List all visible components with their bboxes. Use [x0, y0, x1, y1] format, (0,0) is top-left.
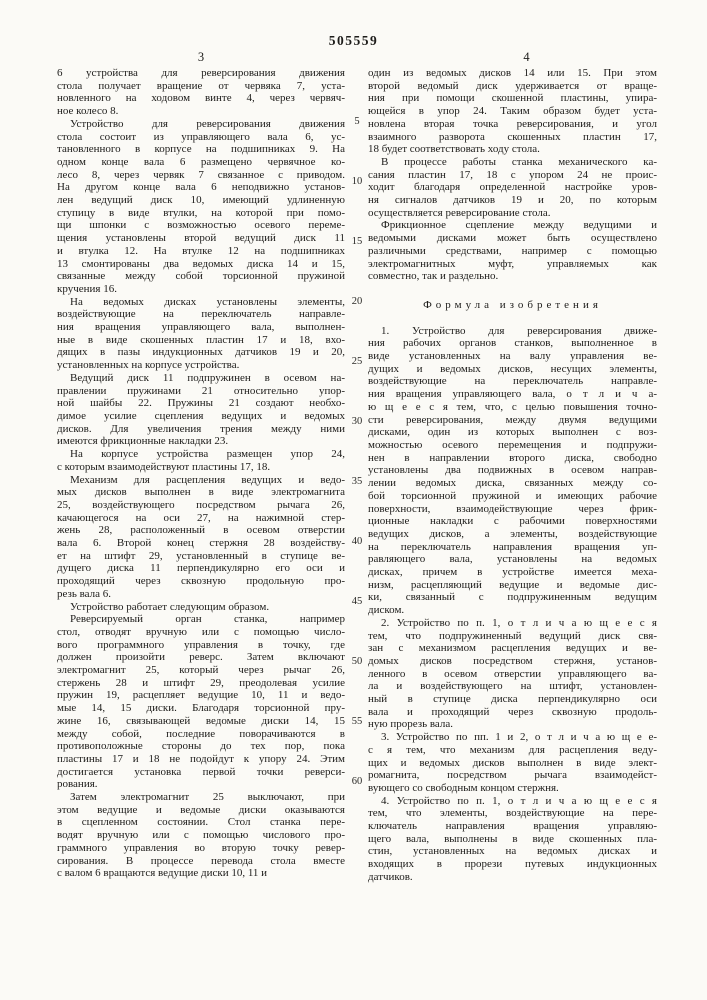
text-line: виде установленных на валу управления ве- — [368, 350, 657, 363]
text-line: стол, отводят вручную или с помощью число- — [57, 625, 345, 638]
text-line: жине 16, связывающей ведомые диски 14, 15 — [57, 714, 345, 727]
text-line: тем, что подпружиненный ведущий диск свя- — [368, 629, 657, 642]
text-line: равляющего вала, установлены на ведомых — [368, 553, 657, 566]
text-line: Затем электромагнит 25 выключают, при — [70, 791, 345, 804]
text-line: бой торсионной пружиной и имеющих рабочие — [368, 489, 657, 502]
text-line: поверхности, взаимодействующие через фрик- — [368, 502, 657, 515]
text-line: ной шайбы 22. Пружины 21 создают необхо- — [57, 397, 345, 410]
text-line: сти реверсирования, между двумя ведущими — [368, 413, 657, 426]
text-line: дисках, причем в устройстве имеется меха- — [368, 566, 657, 579]
text-line: ный в ступице диска перпендикулярно оси — [368, 693, 657, 706]
text-line: ленного в осевом отверстии управляющего ва- — [368, 667, 657, 680]
text-line: ки, связанный с подпружиненным ведущим — [368, 591, 657, 604]
paragraph — [57, 118, 345, 296]
text-line: 6 устройства для реверсирования движения — [57, 67, 345, 79]
text-line: должен произойти реверс. Затем включают — [57, 651, 345, 664]
text-line: осуществляется реверсирование стола. — [368, 206, 551, 219]
paragraph — [57, 601, 345, 614]
paragraph — [368, 617, 657, 731]
paragraph — [368, 325, 657, 617]
text-line: На ведомых дисках установлены элементы, — [70, 295, 345, 308]
text-line: установлены два подвижных в осевом направ- — [368, 464, 657, 477]
text-line: На корпусе устройства размещен упор 24, — [70, 448, 345, 461]
gutter-line-number: 10 — [351, 176, 363, 187]
text-line: нен в направлении второго диска, свободно — [368, 451, 657, 464]
text-line: вала и проходящий через сквозную продоль- — [368, 705, 657, 718]
page-number-left: 3 — [197, 50, 205, 64]
paragraph — [368, 67, 657, 156]
text-line: проходящий через сквозную продольную про- — [57, 575, 345, 588]
text-line: с которым взаимодействуют пластины 17, 18. — [57, 460, 271, 473]
text-line: установленных на корпусе устройства. — [57, 359, 240, 372]
text-line: сирования. В процессе перевода стола вместе — [57, 854, 345, 867]
gutter-line-number: 40 — [351, 536, 363, 547]
text-line: новлена вторая точка реверсирования, и угол — [368, 117, 657, 130]
text-line: ходит благодаря определенной настройке уров- — [368, 181, 657, 194]
text-line: диском. — [368, 604, 405, 617]
text-line: лен ведущий диск 10, имеющий удлиненную — [57, 194, 345, 207]
text-line: стин, установленных на ведомых дисках и — [368, 845, 657, 858]
left-text-column — [57, 67, 345, 880]
paragraph — [57, 67, 345, 118]
text-line: щения установлены второй ведущий диск 11 — [57, 232, 345, 245]
text-line: правлении пружинами 21 относительно упор- — [57, 384, 345, 397]
text-line: домых дисков посредством стержня, установ- — [368, 654, 657, 667]
text-line: Устройство работает следующим образом. — [70, 600, 270, 613]
gutter-line-number: 20 — [351, 296, 363, 307]
page-number-right: 4 — [523, 50, 530, 64]
text-line: совместно, так и раздельно. — [368, 270, 499, 283]
text-line: ния вращения управляющего вала, выполнен- — [57, 321, 345, 334]
text-line: ведомыми дисками может быть осуществлено — [368, 232, 657, 245]
text-line: в сцепленном состоянии. Стол станка пере- — [57, 816, 345, 829]
text-line: ные в виде скошенных пластин 17 и 18, вхо- — [57, 333, 345, 346]
text-line: ющейся в упор 24. Таким образом будет уста- — [368, 105, 657, 118]
text-line: противоположные стороны до тех пор, пока — [57, 740, 345, 753]
gutter-line-number: 45 — [351, 596, 363, 607]
text-line: ния рабочих органов станков, выполненное в — [368, 337, 657, 350]
text-line: 13 смонтированы два ведомых диска 14 и 15, — [57, 257, 345, 270]
text-line: тановленного в корпусе на подшипниках 9. На — [57, 143, 345, 156]
text-line: стола состоит из управляющего вала 6, ус- — [57, 130, 345, 143]
text-line: с валом 6 вращаются ведущие диски 10, 11 и — [57, 867, 268, 880]
text-line: между собой, последние поворачиваются в — [57, 727, 345, 740]
text-line: ключатель направления вращения управляю- — [368, 820, 657, 833]
text-line: Реверсируемый орган станка, например — [70, 613, 345, 626]
text-line: 3. Устройство по пп. 1 и 2, о т л и ч а ю щ е е- — [381, 731, 657, 744]
text-line: ступицу в виде втулки, на которой при помо- — [57, 206, 345, 219]
right-text-column — [368, 67, 657, 884]
paragraph — [57, 448, 345, 473]
text-line: воздействующие на переключатель направле- — [57, 308, 345, 321]
text-line: водят вручную или с помощью числового про- — [57, 829, 345, 842]
text-line: низм, расцепляющий ведущие и ведомые дис- — [368, 578, 657, 591]
patent-number: 505559 — [328, 33, 379, 48]
text-line: граммного управления во вторую точку ревер- — [57, 841, 345, 854]
text-line: с я тем, что механизм для расцепления веду- — [368, 743, 657, 756]
text-line: вого программного управления в точку, где — [57, 638, 345, 651]
text-line: 25, воздействующего посредством рычага 26, — [57, 498, 345, 511]
text-line: мых дисков выполнен в виде электромагнита — [57, 486, 345, 499]
text-line: дисков. Для увеличения трения между ними — [57, 422, 345, 435]
paragraph — [57, 296, 345, 372]
text-line: одном конце вала 6 размещено червячное ко- — [57, 155, 345, 168]
text-line: дущих и ведомых дисков, несущих элементы, — [368, 362, 657, 375]
text-line: ния вращения управляющего вала, о т л и ч а- — [368, 388, 657, 401]
text-line: имеются фрикционные накладки 23. — [57, 435, 229, 448]
text-line: входящих в прорези путевых индукционных — [368, 858, 657, 871]
paragraph — [368, 219, 657, 283]
gutter-line-number: 15 — [351, 236, 363, 247]
gutter-line-number: 55 — [351, 716, 363, 727]
paragraph — [368, 795, 657, 884]
paragraph — [368, 156, 657, 220]
text-line: В процессе работы станка механического ка- — [381, 155, 657, 168]
text-line: этом ведущие и ведомые диски оказываются — [57, 803, 345, 816]
text-line: кручения 16. — [57, 282, 117, 295]
gutter-line-number: 60 — [351, 776, 363, 787]
text-line: достигается установка первой точки реверси- — [57, 765, 345, 778]
gutter-line-number: 5 — [354, 116, 360, 127]
text-line: димое усилие сцепления ведущих и ведомых — [57, 409, 345, 422]
text-line: новленного на ходовом винте 4, через червяч- — [57, 92, 345, 105]
claims-heading: Формула изобретения — [423, 298, 602, 311]
text-line: вующего со свободным концом стержня. — [368, 781, 559, 794]
text-line: 2. Устройство по п. 1, о т л и ч а ю щ е е с я — [381, 616, 657, 629]
text-line: ния при помощи скошенной пластины, упира- — [368, 92, 657, 105]
text-line: лении ведомых диска, связанных между со- — [368, 477, 657, 490]
text-line: На другом конце вала 6 неподвижно установ- — [57, 181, 345, 194]
gutter-line-number: 25 — [351, 356, 363, 367]
paragraph — [57, 613, 345, 791]
text-line: электромагнитных муфт, управляемых как — [368, 257, 657, 270]
text-line: ную прорезь вала. — [368, 718, 454, 731]
text-line: щи шпонки с возможностью осевого переме- — [57, 219, 345, 232]
text-line: щих и ведомых дисков выполнен в виде элект- — [368, 756, 657, 769]
text-line: рования. — [57, 778, 98, 791]
text-line: резь вала 6. — [57, 587, 112, 600]
text-line: на переключатель направления вращения уп- — [368, 540, 657, 553]
text-line: можностью осевого перемещения и подпружи- — [368, 438, 657, 451]
text-line: мые 14, 15 диски. Благодаря торсионной пру- — [57, 702, 345, 715]
text-line: щего вала, выполнены в виде скошенных пла- — [368, 832, 657, 845]
text-line: сания пластин 17, 18 с упором 24 не проис- — [368, 168, 657, 181]
text-line: ромагнита, посредством рычага взаимодейст- — [368, 769, 657, 782]
text-line: и втулка 12. На втулке 12 на подшипниках — [57, 244, 345, 257]
text-line: пластины 17 и 18 не подойдут к упору 24. Этим — [57, 752, 345, 765]
text-line: лесо 8, через червяк 7 связанное с приводом. — [57, 168, 345, 181]
text-line: зан с механизмом расцепления ведущих и ве- — [368, 642, 657, 655]
text-line: один из ведомых дисков 14 или 15. При этом — [368, 67, 657, 79]
text-line: ю щ е е с я тем, что, с целью повышения точно- — [368, 400, 657, 413]
text-line: взаимного разворота скошенных пластин 17, — [368, 130, 657, 143]
text-line: ет на штифт 29, установленный в ступице ве- — [57, 549, 345, 562]
text-line: стола получает вращение от червяка 7, уста- — [57, 79, 345, 92]
text-line: Ведущий диск 11 подпружинен в осевом на- — [70, 371, 345, 384]
gutter-line-number: 50 — [351, 656, 363, 667]
text-line: ционные накладки с рабочими поверхностями — [368, 515, 657, 528]
text-line: Устройство для реверсирования движения — [70, 117, 345, 130]
text-line: второй ведомый диск удерживается от враще- — [368, 79, 657, 92]
paragraph — [57, 372, 345, 448]
text-line: ла и воздействующего на штифт, установлен- — [368, 680, 657, 693]
gutter-line-number: 35 — [351, 476, 363, 487]
text-line: электромагнит 25, который через рычаг 26, — [57, 664, 345, 677]
text-line: воздействующие на переключатель направле- — [368, 375, 657, 388]
text-line: 18 будет соответствовать ходу стола. — [368, 143, 540, 156]
paragraph — [368, 731, 657, 795]
text-line: ня сигналов датчиков 19 и 20, по которым — [368, 194, 657, 207]
text-line: тем, что элементы, воздействующие на пере- — [368, 807, 657, 820]
text-line: ведущих дисков, а элементы, воздействующие — [368, 527, 657, 540]
text-line: стержень 28 и штифт 29, преодолевая усилие — [57, 676, 345, 689]
text-line: 1. Устройство для реверсирования движе- — [381, 324, 657, 337]
text-line: качающегося на оси 27, на нажимной стер- — [57, 511, 345, 524]
text-line: жень 28, расположенный в осевом отверстии — [57, 524, 345, 537]
text-line: различными средствами, например с помощью — [368, 244, 657, 257]
text-line: Фрикционное сцепление между ведущими и — [381, 219, 657, 232]
text-line: датчиков. — [368, 870, 413, 883]
text-line: вала 6. Второй конец стержня 28 воздейству- — [57, 537, 345, 550]
text-line: дисками, один из которых выполнен с воз- — [368, 426, 657, 439]
paragraph — [57, 474, 345, 601]
text-line: дящих в пазы индукционных датчиков 19 и 20, — [57, 346, 345, 359]
paragraph — [57, 791, 345, 880]
text-line: связанные между собой торсионной пружиной — [57, 270, 345, 283]
text-line: Механизм для расцепления ведущих и ведо- — [70, 473, 345, 486]
text-line: пружин 19, расцепляет ведущие 10, 11 и ведо- — [57, 689, 345, 702]
text-line: дущего диска 11 перпендикулярно его оси и — [57, 562, 345, 575]
gutter-line-number: 30 — [351, 416, 363, 427]
text-line: 4. Устройство по п. 1, о т л и ч а ю щ е е с я — [381, 794, 657, 807]
text-line: ное колесо 8. — [57, 105, 119, 118]
